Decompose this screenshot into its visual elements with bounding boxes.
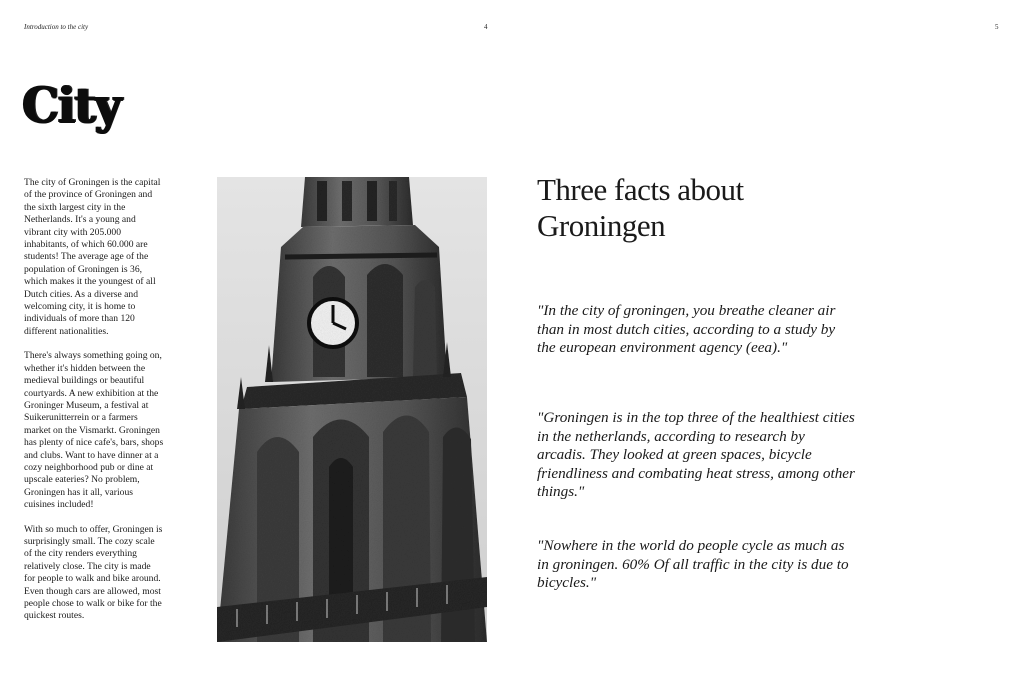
intro-body-column — [24, 177, 164, 635]
intro-paragraph-3: With so much to offer, Groningen is surprisingly small. The cozy scale of the city renders everything relatively close. The city is made for people to walk and bike around. Even though cars are allowed, most people chose to walk or bike for the quickest routes. — [24, 523, 163, 622]
page-number-left: 4 — [484, 23, 488, 31]
fact-quote-1: "In the city of groningen, you breathe cleaner air than in most dutch cities, according to a study by the european environment agency (eea)." — [537, 302, 836, 356]
fact-quote-3: "Nowhere in the world do people cycle as much as in groningen. 60% Of all traffic in the city is due to bicycles." — [537, 537, 849, 591]
running-head: Introduction to the city — [24, 23, 89, 31]
church-tower-photo — [217, 177, 487, 642]
page-number-right: 5 — [995, 23, 999, 31]
facts-title: Three facts about Groningen — [537, 172, 744, 243]
fact-quote-2: "Groningen is in the top three of the healthiest cities in the netherlands, according to research by arcadis. They looked at green spaces, bicycle friendliness and combating heat stress, among other things." — [537, 409, 855, 500]
city-title: City — [22, 76, 121, 134]
church-tower-illustration — [217, 177, 487, 642]
intro-paragraph-2: There's always something going on, whether it's hidden between the medieval buildings or beautiful courtyards. A new exhibition at the Groninger Museum, a festival at Suikerunitterrein or a farmers market on the Vismarkt. Groningen has plenty of nice cafe's, bars, shops and clubs. Want to have dinner at a cozy neighborhood pub or dine at upscale eateries? No problem, Groningen has it all, various cuisines included! — [24, 350, 164, 511]
intro-paragraph-1: The city of Groningen is the capital of the province of Groningen and the sixth largest city in the Netherlands. It's a young and vibrant city with 205.000 inhabitants, of which 60.000 are students! The average age of the population of Groningen is 36, which makes it the youngest of all Dutch cities. As a diverse and welcoming city, it is home to individuals of more than 120 different nationalities. — [24, 177, 161, 337]
